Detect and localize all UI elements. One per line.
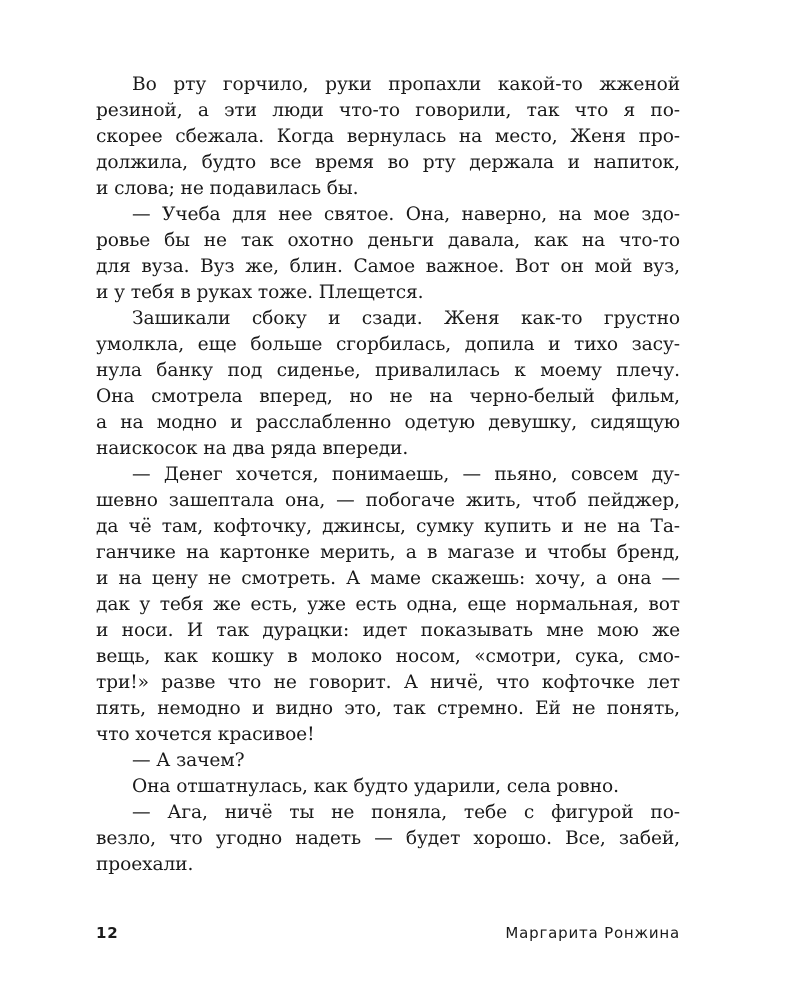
text-line: должила, будто все время во рту держала и напиток, xyxy=(96,152,680,173)
text-line: да чё там, кофточку, джинсы, сумку купить и не на Та- xyxy=(96,516,680,537)
text-line: и у тебя в руках тоже. Плещется. xyxy=(96,282,424,303)
text-line: ровье бы не так охотно деньги давала, как на что-то xyxy=(96,230,680,251)
text-line: три!» разве что не говорит. А ничё, что кофточке лет xyxy=(96,672,680,693)
text-line: и на цену не смотреть. А маме скажешь: хочу, а она — xyxy=(96,568,680,589)
text-line: а на модно и расслабленно одетую девушку, сидящую xyxy=(96,412,680,433)
text-line: везло, что угодно надеть — будет хорошо. Все, забей, xyxy=(96,828,680,849)
text-line: Она отшатнулась, как будто ударили, села ровно. xyxy=(132,776,619,797)
text-line: умолкла, еще больше сгорбилась, допила и тихо засу- xyxy=(96,334,680,355)
text-line: шевно зашептала она, — побогаче жить, чтоб пейджер, xyxy=(96,490,680,511)
text-line: Во рту горчило, руки пропахли какой-то жженой xyxy=(132,74,680,95)
page-number: 12 xyxy=(96,924,119,942)
page-footer xyxy=(96,924,680,948)
text-line: дак у тебя же есть, уже есть одна, еще нормальная, вот xyxy=(96,594,680,615)
text-line: пять, немодно и видно это, так стремно. Ей не понять, xyxy=(96,698,680,719)
text-line: — Денег хочется, понимаешь, — пьяно, совсем ду- xyxy=(132,464,680,485)
text-line: наискосок на два ряда впереди. xyxy=(96,438,409,459)
text-line: и слова; не подавилась бы. xyxy=(96,178,359,199)
running-header-author: Маргарита Ронжина xyxy=(505,924,680,942)
text-line: — Ага, ничё ты не поняла, тебе с фигурой по- xyxy=(132,802,680,823)
text-line: Она смотрела вперед, но не на черно-белый фильм, xyxy=(96,386,680,407)
text-line: нула банку под сиденье, привалилась к моему плечу. xyxy=(96,360,680,381)
body-text xyxy=(96,72,680,878)
text-line: ганчике на картонке мерить, а в магазе и чтобы бренд, xyxy=(96,542,680,563)
text-line: скорее сбежала. Когда вернулась на место, Женя про- xyxy=(96,126,680,147)
text-line: — А зачем? xyxy=(132,750,245,771)
text-line: — Учеба для нее святое. Она, наверно, на мое здо- xyxy=(132,204,680,225)
text-line: проехали. xyxy=(96,854,194,875)
text-line: резиной, а эти люди что-то говорили, так что я по- xyxy=(96,100,680,121)
text-line: Зашикали сбоку и сзади. Женя как-то грустно xyxy=(132,308,680,329)
text-line: что хочется красивое! xyxy=(96,724,315,745)
text-line: и носи. И так дурацки: идет показывать мне мою же xyxy=(96,620,680,641)
text-line: вещь, как кошку в молоко носом, «смотри, сука, смо- xyxy=(96,646,680,667)
text-line: для вуза. Вуз же, блин. Самое важное. Вот он мой вуз, xyxy=(96,256,680,277)
